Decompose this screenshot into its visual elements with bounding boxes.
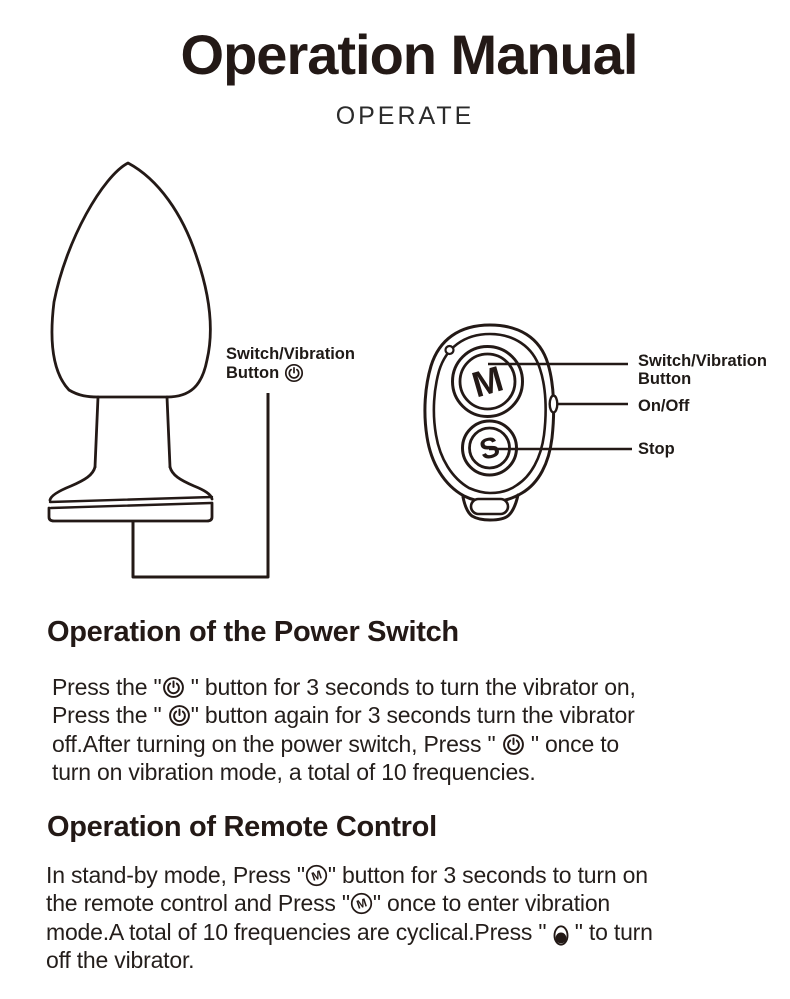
plug-button-label-line2: Button	[226, 364, 280, 382]
plug-flare-right	[170, 467, 212, 499]
remote-m-letter: M	[467, 357, 508, 406]
manual-text-line: Press the " " button for 3 seconds to turn the vibrator on,	[52, 674, 636, 700]
section-body-power-switch	[52, 673, 636, 786]
plug-base-rim-bottom	[51, 503, 211, 508]
svg-text:M: M	[309, 867, 324, 884]
remote-keyring-slot	[471, 499, 508, 514]
remote-switch-vibration-label-line1: Switch/Vibration	[638, 352, 767, 370]
section-body-remote-control	[46, 861, 653, 974]
power-icon	[502, 733, 525, 756]
remote-led-dot	[446, 346, 454, 354]
remote-s-letter: S	[476, 431, 503, 467]
remote-onoff-side-button	[550, 396, 558, 413]
power-icon	[168, 704, 191, 727]
power-icon	[284, 363, 304, 383]
plug-body	[52, 163, 210, 397]
svg-text:M: M	[354, 895, 369, 913]
section-heading-power-switch: Operation of the Power Switch	[47, 616, 459, 648]
plug-flare-left	[50, 467, 95, 500]
manual-text-line: the remote control and Press " M " once to enter vibration	[46, 890, 611, 917]
remote-switch-vibration-label	[638, 352, 767, 388]
page-subtitle: OPERATE	[335, 102, 475, 130]
section-heading-remote-control: Operation of Remote Control	[47, 811, 437, 843]
manual-text-line: turn on vibration mode, a total of 10 frequencies.	[52, 758, 536, 785]
manual-text-line: mode.A total of 10 frequencies are cyclical.Press " " to turn	[46, 918, 653, 945]
manual-text-line: off.After turning on the power switch, Press " " once to	[52, 730, 620, 757]
page-title: Operation Manual	[180, 23, 638, 86]
remote-stop-label: Stop	[638, 440, 675, 458]
power-icon	[162, 676, 185, 699]
manual-text-line: In stand-by mode, Press " M " button for 3 seconds to turn on	[46, 862, 648, 888]
manual-text-line: off the vibrator.	[46, 946, 195, 973]
plug-neck-right	[167, 397, 170, 467]
m-icon	[350, 892, 373, 915]
plug-button-label-line1: Switch/Vibration	[226, 345, 355, 363]
side-icon	[553, 925, 569, 946]
remote-switch-vibration-label-line2: Button	[638, 370, 692, 388]
manual-text-line: Press the " " button again for 3 seconds turn the vibrator	[52, 702, 635, 729]
plug-base-rim-top	[50, 497, 212, 502]
m-icon	[305, 864, 328, 887]
plug-neck-left	[95, 397, 98, 467]
plug-button-label	[226, 345, 355, 383]
remote-onoff-label: On/Off	[638, 397, 690, 415]
plug-cable-line	[133, 393, 268, 577]
